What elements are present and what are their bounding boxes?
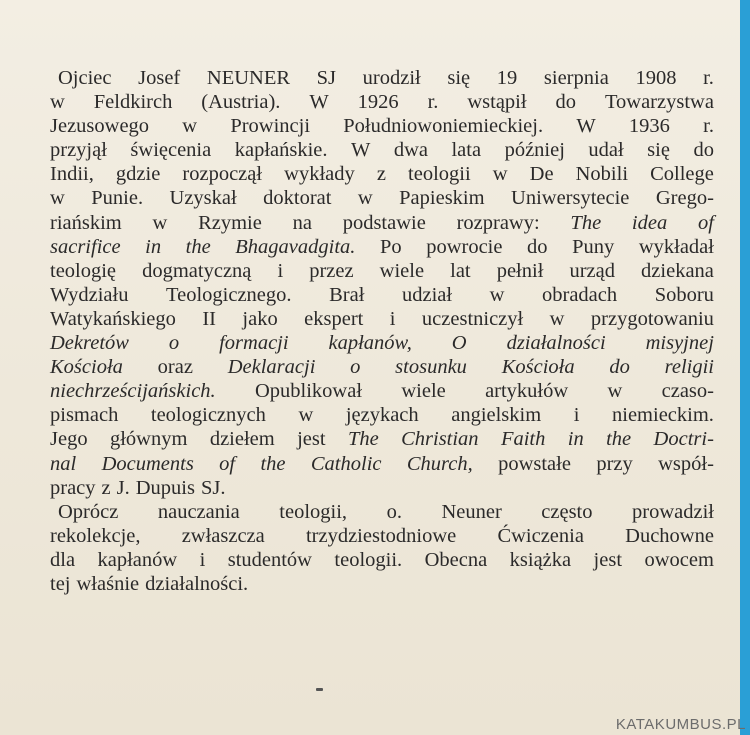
- text-line: [50, 235, 714, 259]
- word: O: [451, 332, 467, 355]
- word: z: [376, 163, 386, 186]
- word: Obecna: [424, 548, 488, 571]
- word: Puny: [572, 235, 615, 258]
- word: Punie.: [91, 187, 144, 210]
- word: Ojciec: [58, 67, 112, 89]
- word: kapłanów,: [328, 332, 412, 355]
- word: artykułów: [485, 380, 569, 403]
- word: Nobili: [575, 163, 629, 186]
- word: Documents: [101, 452, 194, 475]
- text-line: [50, 90, 714, 114]
- word: Ćwiczenia: [497, 524, 584, 547]
- word: udał: [588, 139, 624, 162]
- word: The: [347, 428, 379, 451]
- word: tej: [50, 572, 71, 595]
- word: przygotowaniu: [590, 307, 714, 330]
- text-line: [50, 66, 714, 90]
- word: Kościoła: [501, 356, 575, 379]
- text-line: [50, 138, 714, 162]
- author-bio-text: [50, 66, 714, 596]
- word: na: [292, 211, 312, 234]
- word: i: [277, 259, 284, 282]
- word: studentów: [227, 548, 312, 571]
- word: Oprócz: [58, 500, 119, 523]
- word: o.: [386, 500, 402, 523]
- word: nal: [50, 452, 77, 475]
- word: działalności.: [145, 572, 249, 595]
- word: Indii,: [50, 163, 94, 186]
- word: uczestniczył: [421, 307, 524, 330]
- word: w: [152, 211, 168, 234]
- word: jako: [242, 307, 278, 330]
- word: rozprawy:: [456, 211, 540, 234]
- word: Papieskim: [399, 187, 485, 210]
- word: misyjnej: [645, 332, 714, 355]
- text-line: [50, 162, 714, 186]
- word: do: [527, 235, 548, 258]
- word: The: [570, 211, 602, 234]
- text-line: [50, 283, 714, 307]
- word: SJ: [316, 67, 337, 89]
- text-line: [50, 379, 714, 403]
- word: dziekana: [641, 259, 714, 282]
- word: prowadził: [632, 500, 714, 523]
- word: teologii: [408, 163, 471, 186]
- word: r.: [703, 115, 714, 138]
- watermark-text: KATAKUMBUS.PL: [615, 716, 746, 733]
- text-line: [50, 548, 714, 572]
- word: zwłaszcza: [181, 524, 265, 547]
- word: lat: [450, 259, 471, 282]
- word: Faith: [500, 428, 546, 451]
- word: wiele: [379, 259, 425, 282]
- word: w: [489, 283, 505, 306]
- word: (Austria).: [201, 91, 281, 114]
- word: w: [50, 91, 65, 114]
- word: działalności: [506, 332, 606, 355]
- word: formacji: [219, 332, 289, 355]
- print-mark: [316, 688, 323, 691]
- word: właśnie: [76, 572, 140, 595]
- word: the: [606, 428, 632, 451]
- word: pełnił: [496, 259, 544, 282]
- word: jest: [297, 428, 326, 451]
- word: powstałe: [498, 452, 571, 475]
- word: powrocie: [426, 235, 503, 258]
- word: College: [650, 163, 714, 186]
- word: sacrifice: [50, 235, 121, 258]
- word: 1926: [357, 91, 399, 114]
- word: the: [260, 452, 286, 475]
- word: De: [529, 163, 554, 186]
- word: rekolekcje,: [50, 524, 141, 547]
- word: Po: [379, 235, 402, 258]
- word: 19: [496, 67, 518, 89]
- word: riańskim: [50, 211, 122, 234]
- word: kapłańskie.: [234, 139, 328, 162]
- word: gdzie: [115, 163, 161, 186]
- word: idea: [631, 211, 668, 234]
- word: doktorat: [263, 187, 332, 210]
- word: Duchowne: [625, 524, 714, 547]
- word: Opublikował: [254, 380, 363, 403]
- word: Watykańskiego: [50, 307, 176, 330]
- paragraph-1: [50, 66, 714, 500]
- word: stosunku: [395, 356, 467, 379]
- word: później: [504, 139, 565, 162]
- word: W: [309, 91, 329, 114]
- word: głównym: [109, 428, 188, 451]
- text-line: [50, 114, 714, 138]
- word: urząd: [569, 259, 615, 282]
- word: urodził: [362, 67, 421, 89]
- word: do: [609, 356, 630, 379]
- paragraph-2: [50, 500, 714, 596]
- word: teologii.: [334, 548, 403, 571]
- word: of: [219, 452, 236, 475]
- word: kapłanów: [97, 548, 178, 571]
- word: językach: [345, 404, 419, 427]
- word: dla: [50, 548, 76, 571]
- word: się: [647, 139, 670, 162]
- text-line: [50, 500, 714, 524]
- word: lata: [451, 139, 482, 162]
- word: teologicznych: [150, 404, 266, 427]
- word: pracy: [50, 476, 96, 499]
- word: udział: [401, 283, 453, 306]
- word: dziełem: [209, 428, 275, 451]
- word: w: [182, 115, 198, 138]
- word: w: [298, 404, 314, 427]
- word: Josef: [138, 67, 181, 89]
- word: teologię: [50, 259, 117, 282]
- word: i: [573, 404, 580, 427]
- word: Wydziału: [50, 283, 129, 306]
- text-line: [50, 355, 714, 379]
- word: 1908: [635, 67, 677, 89]
- text-line: [50, 259, 714, 283]
- word: Catholic: [310, 452, 382, 475]
- word: Grego-: [655, 187, 714, 210]
- word: Deklaracji: [227, 356, 316, 379]
- word: w: [607, 380, 623, 403]
- word: oraz: [157, 356, 193, 379]
- word: często: [541, 500, 593, 523]
- word: przyjął: [50, 139, 107, 162]
- word: trzydziestodniowe: [305, 524, 457, 547]
- word: z: [101, 476, 111, 499]
- word: Jezusowego: [50, 115, 150, 138]
- word: przy: [596, 452, 633, 475]
- word: święcenia: [130, 139, 212, 162]
- text-line: [50, 476, 714, 500]
- word: wykłady: [284, 163, 355, 186]
- word: i: [199, 548, 206, 571]
- word: Południowoniemieckiej.: [343, 115, 544, 138]
- word: wykładał: [638, 235, 714, 258]
- text-line: [50, 572, 714, 596]
- text-line: [50, 331, 714, 355]
- word: Teologicznego.: [166, 283, 292, 306]
- word: niechrześcijańskich.: [50, 380, 216, 403]
- word: of: [697, 211, 714, 234]
- word: do: [693, 139, 714, 162]
- word: angielskim: [451, 404, 542, 427]
- word: dwa: [393, 139, 428, 162]
- word: podstawie: [342, 211, 426, 234]
- word: ekspert: [304, 307, 364, 330]
- word: czaso-: [661, 380, 714, 403]
- word: Uzyskał: [169, 187, 237, 210]
- word: Rzymie: [198, 211, 262, 234]
- word: religii: [664, 356, 714, 379]
- text-line: [50, 307, 714, 331]
- word: rozpoczął: [182, 163, 263, 186]
- word: Bhagavadgita.: [235, 235, 356, 258]
- text-line: [50, 427, 714, 451]
- word: się: [447, 67, 471, 89]
- word: owocem: [644, 548, 714, 571]
- word: teologii,: [279, 500, 348, 523]
- word: i: [389, 307, 396, 330]
- word: dogmatyczną: [142, 259, 252, 282]
- word: in: [145, 235, 162, 258]
- word: pismach: [50, 404, 119, 427]
- word: jest: [593, 548, 623, 571]
- word: wiele: [401, 380, 446, 403]
- text-line: [50, 452, 714, 476]
- cover-edge-strip: [740, 0, 750, 735]
- word: o: [350, 356, 361, 379]
- word: niemieckim.: [612, 404, 714, 427]
- text-line: [50, 524, 714, 548]
- text-line: [50, 211, 714, 235]
- word: współ-: [658, 452, 714, 475]
- word: nauczania: [157, 500, 240, 523]
- word: NEUNER: [206, 67, 291, 89]
- word: Neuner: [441, 500, 502, 523]
- word: w: [492, 163, 508, 186]
- word: r.: [427, 91, 439, 114]
- word: Church,: [406, 452, 473, 475]
- word: do: [555, 91, 576, 114]
- word: książka: [509, 548, 572, 571]
- word: Prowincji: [230, 115, 311, 138]
- word: wstąpił: [467, 91, 527, 114]
- word: SJ.: [200, 476, 226, 499]
- word: the: [185, 235, 211, 258]
- word: II: [202, 307, 216, 330]
- word: o: [168, 332, 180, 355]
- word: W: [576, 115, 596, 138]
- word: w: [357, 187, 373, 210]
- word: obradach: [542, 283, 618, 306]
- word: r.: [703, 67, 714, 89]
- word: Kościoła: [50, 356, 123, 379]
- word: W: [351, 139, 371, 162]
- word: in: [567, 428, 584, 451]
- word: w: [549, 307, 565, 330]
- word: Uniwersytecie: [511, 187, 630, 210]
- word: J.: [116, 476, 130, 499]
- word: Soboru: [654, 283, 714, 306]
- text-line: [50, 186, 714, 210]
- word: przez: [309, 259, 354, 282]
- word: Christian: [401, 428, 479, 451]
- word: w: [50, 187, 65, 210]
- word: 1936: [628, 115, 670, 138]
- word: Dekretów: [50, 332, 129, 355]
- word: Feldkirch: [93, 91, 173, 114]
- word: Towarzystwa: [604, 91, 714, 114]
- word: Doctri-: [653, 428, 714, 451]
- word: Jego: [50, 428, 88, 451]
- text-line: [50, 403, 714, 427]
- word: Brał: [329, 283, 365, 306]
- word: sierpnia: [543, 67, 609, 89]
- word: Dupuis: [135, 476, 195, 499]
